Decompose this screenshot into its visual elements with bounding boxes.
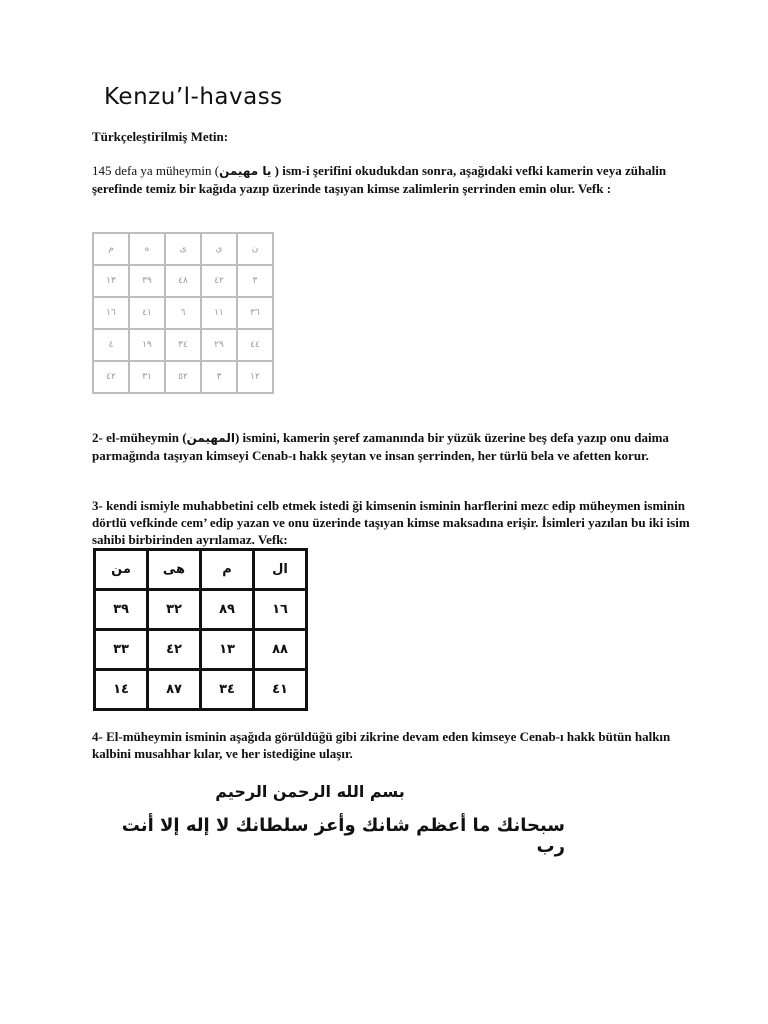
paragraph-4: 4- El-müheymin isminin aşağıda görüldüğü gibi zikrine devam eden kimseye Cenab-ı hakk bütün halkın kalbini musahhar kılar, ve her istediğine ulaşır. bbox=[92, 729, 671, 761]
vefk2-cell: هى bbox=[148, 550, 201, 590]
vefk1-cell: ٥٢ bbox=[165, 361, 201, 393]
page-title: Kenzu’l-havass bbox=[104, 84, 283, 110]
vefk1-cell: ي bbox=[201, 233, 237, 265]
table-row bbox=[95, 550, 307, 590]
paragraph-1 bbox=[92, 162, 692, 197]
paragraph-2-text: ) ismini, kamerin şeref zamanında bir yüzük üzerine beş defa yazıp onu daima parmağında taşıyan kimseyi Cenab-ı hakk şeytan ve insan şerrinden, her türlü bela ve afetten korur. bbox=[92, 430, 669, 463]
table-row bbox=[95, 630, 307, 670]
vefk2-cell: ٣٢ bbox=[148, 590, 201, 630]
vefk1-cell: ٣ bbox=[201, 361, 237, 393]
vefk1-cell: ى bbox=[165, 233, 201, 265]
paragraph-2 bbox=[92, 429, 692, 464]
table-row bbox=[95, 670, 307, 710]
vefk2-cell: ٤١ bbox=[254, 670, 307, 710]
vefk1-cell: ١١ bbox=[201, 297, 237, 329]
vefk1-cell: ٣٩ bbox=[129, 265, 165, 297]
vefk1-cell: ٢٩ bbox=[201, 329, 237, 361]
table-row bbox=[95, 590, 307, 630]
vefk1-cell: ٣١ bbox=[129, 361, 165, 393]
vefk1-cell: ١٣ bbox=[93, 265, 129, 297]
vefk1-cell: ن bbox=[237, 233, 273, 265]
paragraph-3: 3- kendi ismiyle muhabbetini celb etmek istedi ği kimsenin isminin harflerini mezc edip müheymen isminin dörtlü vefkinde cem’ edip yazan ve onu üzerinde taşıyan kimse maksadına erişir. İsimleri yazılan bu iki isim sahibi birbirinden ayrılamaz. Vefk: bbox=[92, 498, 690, 547]
vefk2-cell: ٣٩ bbox=[95, 590, 148, 630]
vefk1-cell: ٤ bbox=[93, 329, 129, 361]
vefk2-cell: ١٣ bbox=[201, 630, 254, 670]
vefk1-cell: ١٩ bbox=[129, 329, 165, 361]
vefk2-cell: ٨٨ bbox=[254, 630, 307, 670]
paragraph-1-arabic: يا مهيمن bbox=[219, 164, 272, 178]
paragraph-2-prefix: 2- el-müheymin ( bbox=[92, 430, 187, 445]
vefk2-cell: ١٤ bbox=[95, 670, 148, 710]
vefk2-cell: ٣٣ bbox=[95, 630, 148, 670]
prayer-line-1: بسم الله الرحمن الرحيم bbox=[215, 782, 405, 801]
vefk1-cell: ٤٢ bbox=[93, 361, 129, 393]
vefk1-cell: ٣ bbox=[237, 265, 273, 297]
paragraph-1-text: ) ism-i şerifini okudukdan sonra, aşağıdaki vefki kamerin veya zühalin şerefinde temiz bir kağıda yazıp üzerinde taşıyan kimse zalimlerin şerrinden emin olur. Vefk : bbox=[92, 163, 667, 196]
vefk1-cell: ٤٤ bbox=[237, 329, 273, 361]
vefk2-cell: ٣٤ bbox=[201, 670, 254, 710]
paragraph-2-arabic: المهيمن bbox=[186, 431, 235, 445]
prayer-line-2: سبحانك ما أعظم شانك وأعز سلطانك لا إله إلا أنت رب bbox=[121, 815, 565, 857]
vefk-table-2 bbox=[93, 548, 308, 711]
paragraph-1-prefix: 145 defa ya müheymin ( bbox=[92, 163, 220, 178]
prayer-calligraphy bbox=[95, 782, 565, 857]
table-row bbox=[93, 329, 273, 361]
vefk2-cell: ١٦ bbox=[254, 590, 307, 630]
vefk2-cell: ٤٢ bbox=[148, 630, 201, 670]
table-row bbox=[93, 297, 273, 329]
vefk1-cell: ٦ bbox=[165, 297, 201, 329]
table-row bbox=[93, 361, 273, 393]
vefk1-cell: م bbox=[93, 233, 129, 265]
table-row bbox=[93, 265, 273, 297]
section-heading: Türkçeleştirilmiş Metin: bbox=[92, 129, 229, 144]
vefk2-cell: من bbox=[95, 550, 148, 590]
vefk1-cell: ٤٢ bbox=[201, 265, 237, 297]
vefk1-cell: ه bbox=[129, 233, 165, 265]
vefk2-cell: ال bbox=[254, 550, 307, 590]
vefk2-cell: ٨٩ bbox=[201, 590, 254, 630]
table-row bbox=[93, 233, 273, 265]
vefk1-cell: ٣٤ bbox=[165, 329, 201, 361]
vefk1-cell: ١٢ bbox=[237, 361, 273, 393]
vefk-table-1 bbox=[92, 232, 274, 394]
vefk1-cell: ٣٦ bbox=[237, 297, 273, 329]
vefk2-cell: ٨٧ bbox=[148, 670, 201, 710]
vefk1-cell: ٤١ bbox=[129, 297, 165, 329]
vefk2-cell: م bbox=[201, 550, 254, 590]
vefk1-cell: ١٦ bbox=[93, 297, 129, 329]
vefk1-cell: ٤٨ bbox=[165, 265, 201, 297]
